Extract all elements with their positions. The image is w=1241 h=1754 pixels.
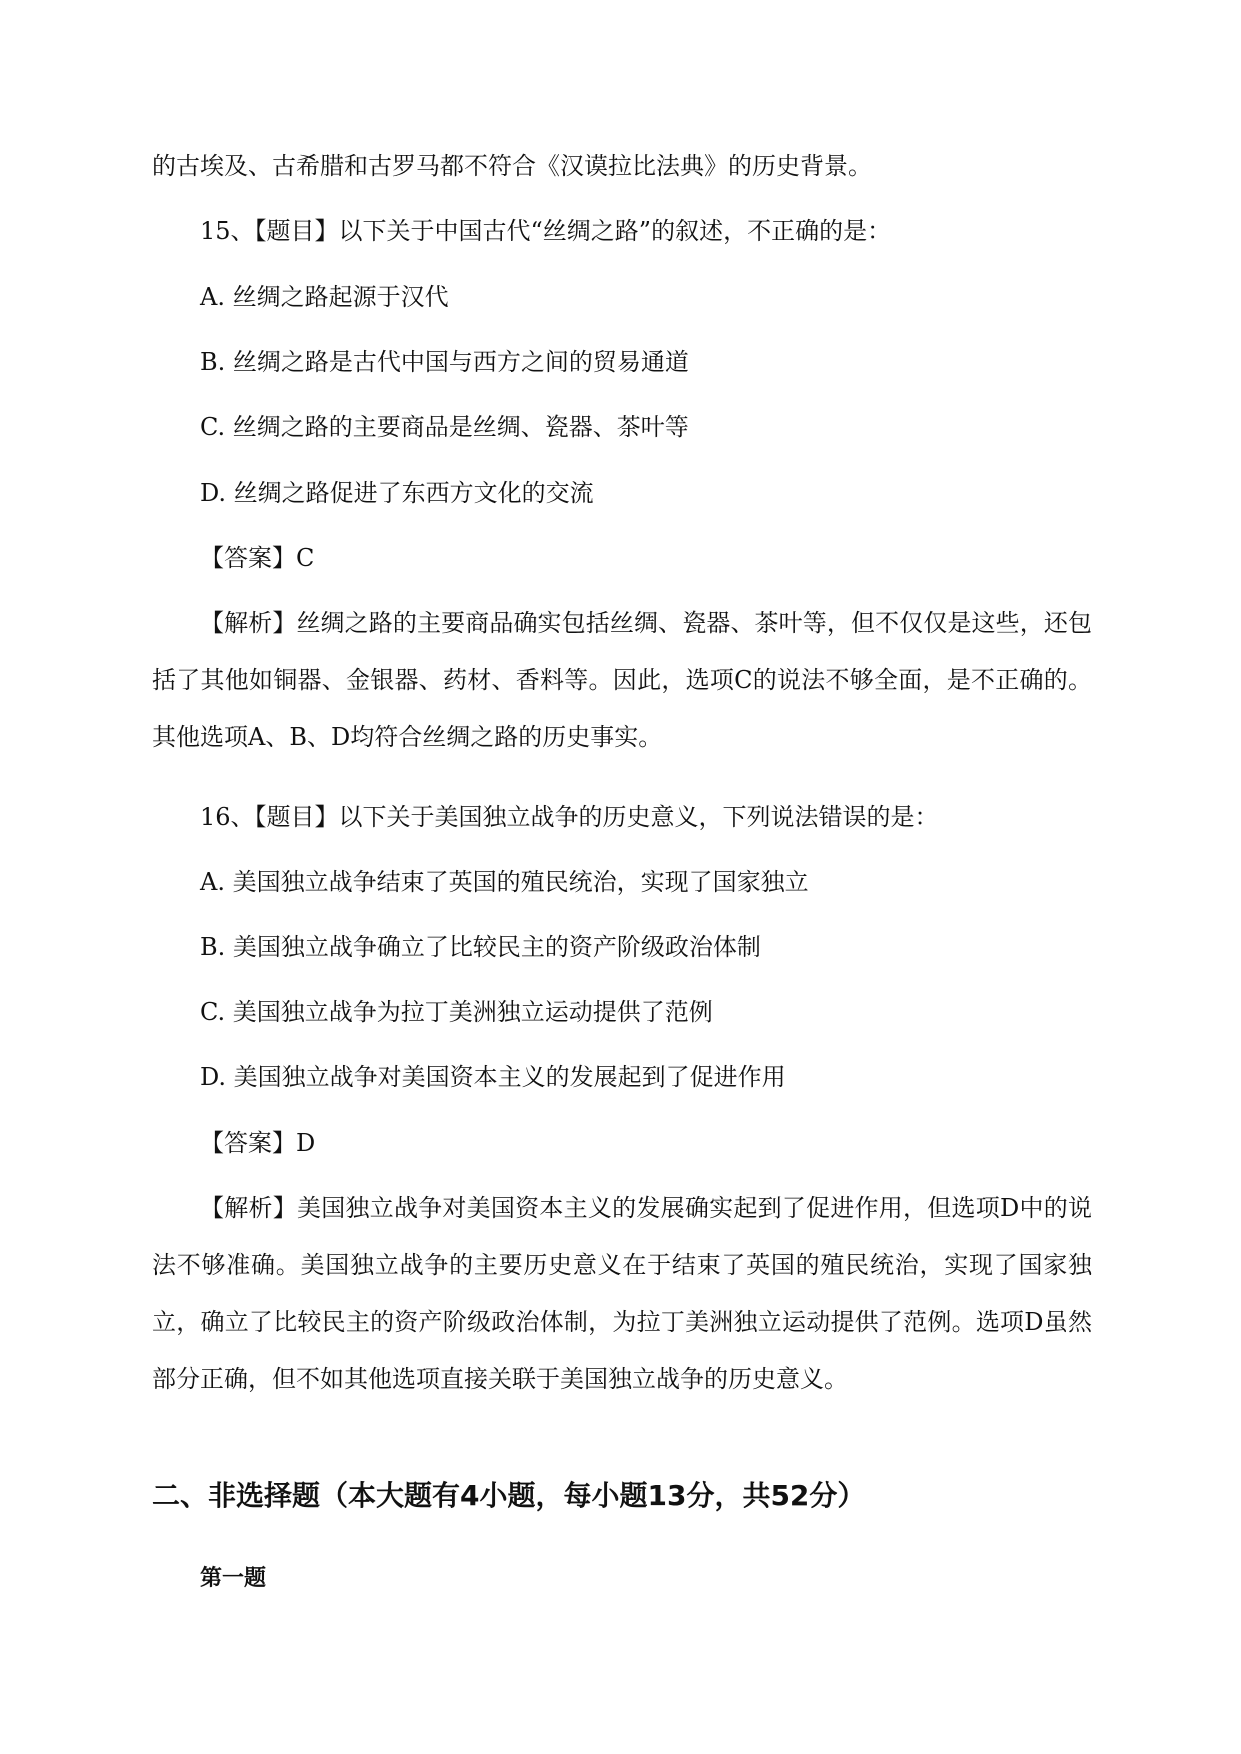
question-15-analysis-text: 【解析】丝绸之路的主要商品确实包括丝绸、瓷器、茶叶等，但不仅仅是这些，还包括了其他如铜器、金银器、药材、香料等。因此，选项C的说法不够全面，是不正确的。其他选项A、B、D均符合丝绸之路的历史事实。 bbox=[152, 609, 1092, 751]
first-question-heading: 第一题 bbox=[200, 1566, 267, 1591]
question-16-option-c: C. 美国独立战争为拉丁美洲独立运动提供了范例 bbox=[200, 998, 713, 1026]
question-15-answer: 【答案】C bbox=[200, 544, 315, 572]
intro-continuation: 的古埃及、古希腊和古罗马都不符合《汉谟拉比法典》的历史背景。 bbox=[152, 152, 872, 180]
question-16-option-d: D. 美国独立战争对美国资本主义的发展起到了促进作用 bbox=[200, 1063, 786, 1091]
question-16-analysis bbox=[152, 1180, 1092, 1408]
question-15-option-a: A. 丝绸之路起源于汉代 bbox=[200, 283, 449, 311]
question-16-option-b: B. 美国独立战争确立了比较民主的资产阶级政治体制 bbox=[200, 933, 761, 961]
question-15-option-d: D. 丝绸之路促进了东西方文化的交流 bbox=[200, 479, 594, 507]
question-15-stem: 15、【题目】以下关于中国古代“丝绸之路”的叙述，不正确的是： bbox=[200, 217, 892, 245]
question-15-option-b: B. 丝绸之路是古代中国与西方之间的贸易通道 bbox=[200, 348, 689, 376]
question-15-analysis bbox=[152, 595, 1092, 766]
question-15-option-c: C. 丝绸之路的主要商品是丝绸、瓷器、茶叶等 bbox=[200, 413, 689, 441]
question-16-stem: 16、【题目】以下关于美国独立战争的历史意义，下列说法错误的是： bbox=[200, 803, 939, 831]
question-16-answer: 【答案】D bbox=[200, 1129, 316, 1157]
question-16-analysis-text: 【解析】美国独立战争对美国资本主义的发展确实起到了促进作用，但选项D中的说法不够准确。美国独立战争的主要历史意义在于结束了英国的殖民统治，实现了国家独立，确立了比较民主的资产阶级政治体制，为拉丁美洲独立运动提供了范例。选项D虽然部分正确，但不如其他选项直接关联于美国独立战争的历史意义。 bbox=[152, 1194, 1092, 1393]
question-16-option-a: A. 美国独立战争结束了英国的殖民统治，实现了国家独立 bbox=[200, 868, 809, 896]
section-title: 二、非选择题（本大题有4小题，每小题13分，共52分） bbox=[152, 1479, 866, 1512]
